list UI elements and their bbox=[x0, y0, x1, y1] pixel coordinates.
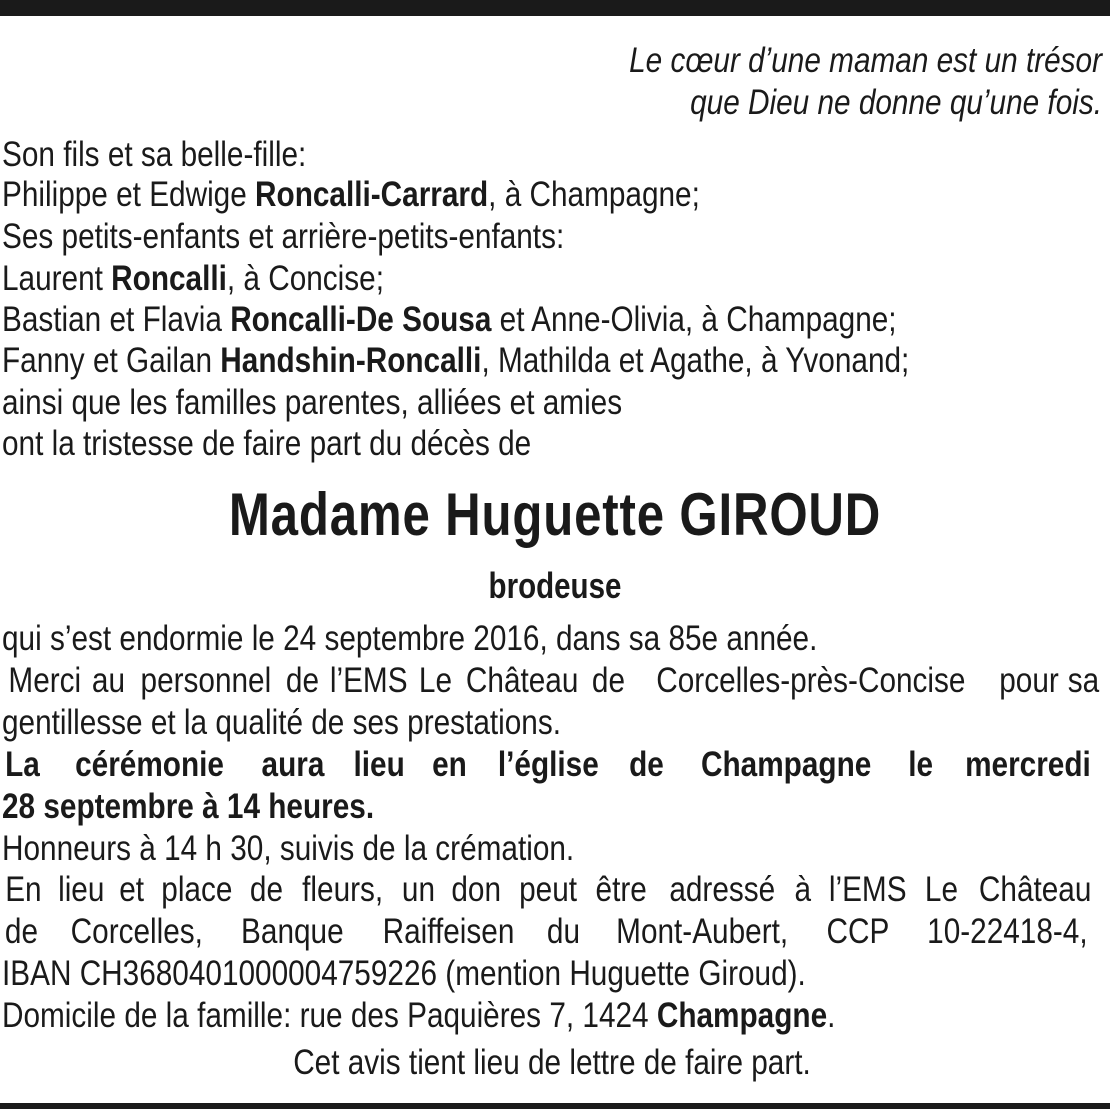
word: cérémonie bbox=[75, 745, 224, 784]
word: La bbox=[5, 745, 40, 784]
word: un bbox=[402, 870, 436, 909]
word: personnel bbox=[140, 661, 271, 700]
word: CCP bbox=[826, 912, 890, 951]
word: de bbox=[591, 661, 626, 700]
word: de bbox=[250, 870, 284, 909]
word: de bbox=[629, 745, 665, 784]
word: pour bbox=[999, 661, 1059, 700]
word: Corcelles-près-Concise bbox=[656, 661, 966, 700]
word: Château bbox=[465, 661, 579, 700]
word: mercredi bbox=[965, 745, 1091, 784]
body-line-1: qui s’est endormie le 24 septembre 2016, dans sa 85e année. bbox=[2, 619, 818, 658]
body-line-2 bbox=[2, 660, 1102, 702]
quote-line-2: que Dieu ne donne qu’une fois. bbox=[690, 83, 1102, 122]
word: lieu bbox=[57, 870, 104, 909]
word: lieu bbox=[353, 745, 405, 784]
quote-line-1: Le cœur d’une maman est un trésor bbox=[629, 41, 1102, 80]
word: don bbox=[451, 870, 501, 909]
word: fleurs, bbox=[302, 870, 384, 909]
word: de bbox=[286, 661, 320, 700]
word: Champagne bbox=[701, 745, 872, 784]
word: Le bbox=[418, 661, 452, 700]
word: et bbox=[119, 870, 144, 909]
word: sa bbox=[1067, 661, 1100, 700]
word: Banque bbox=[241, 912, 345, 951]
family-line-1: Son fils et sa belle-fille: bbox=[2, 135, 307, 174]
word: place bbox=[161, 870, 233, 909]
word: l’EMS bbox=[330, 661, 408, 700]
word: l’EMS bbox=[828, 870, 907, 909]
word: en bbox=[431, 745, 467, 784]
body-line-3: gentillesse et la qualité de ses prestations. bbox=[2, 703, 561, 742]
word: Corcelles, bbox=[70, 912, 203, 951]
word: Raiffeisen bbox=[382, 912, 515, 951]
family-line-5: Bastian et Flavia Roncalli-De Sousa et Anne-Olivia, à Champagne; bbox=[2, 300, 897, 339]
word: au bbox=[91, 661, 125, 700]
body-line-7 bbox=[2, 869, 1102, 911]
word: Merci bbox=[8, 661, 82, 700]
closing-line: Cet avis tient lieu de lettre de faire part. bbox=[293, 1043, 811, 1082]
word: adressé bbox=[669, 870, 776, 909]
word: aura bbox=[261, 745, 325, 784]
body-line-6: Honneurs à 14 h 30, suivis de la crémation. bbox=[2, 829, 575, 868]
body-line-8 bbox=[2, 911, 1102, 953]
bottom-border-rule bbox=[0, 1103, 1110, 1109]
family-line-2: Philippe et Edwige Roncalli-Carrard, à Champagne; bbox=[2, 175, 700, 214]
family-line-7: ainsi que les familles parentes, alliées et amies bbox=[2, 383, 623, 422]
family-line-8: ont la tristesse de faire part du décès de bbox=[2, 424, 532, 463]
word: le bbox=[907, 745, 933, 784]
top-border-rule bbox=[0, 0, 1110, 16]
body-line-9: IBAN CH3680401000004759226 (mention Huguette Giroud). bbox=[2, 954, 806, 993]
word: Château bbox=[979, 870, 1092, 909]
word: à bbox=[794, 870, 812, 909]
word: l’église bbox=[497, 745, 599, 784]
family-line-6: Fanny et Gailan Handshin-Roncalli, Mathilda et Agathe, à Yvonand; bbox=[2, 341, 910, 380]
word: de bbox=[4, 912, 39, 951]
body-line-10: Domicile de la famille: rue des Paquières 7, 1424 Champagne. bbox=[2, 996, 836, 1035]
word: Mont-Aubert, bbox=[616, 912, 789, 951]
family-line-3: Ses petits-enfants et arrière-petits-enfants: bbox=[2, 217, 565, 256]
deceased-name: Madame Huguette GIROUD bbox=[228, 481, 882, 548]
ceremony-line-1 bbox=[2, 744, 1102, 786]
word: En bbox=[5, 870, 42, 909]
ceremony-line-2: 28 septembre à 14 heures. bbox=[2, 787, 375, 826]
word: 10-22418-4, bbox=[927, 912, 1088, 951]
word: peut bbox=[519, 870, 578, 909]
word: du bbox=[547, 912, 581, 951]
deceased-profession: brodeuse bbox=[488, 565, 622, 606]
word: être bbox=[595, 870, 647, 909]
family-line-4: Laurent Roncalli, à Concise; bbox=[2, 259, 384, 298]
word: Le bbox=[924, 870, 958, 909]
